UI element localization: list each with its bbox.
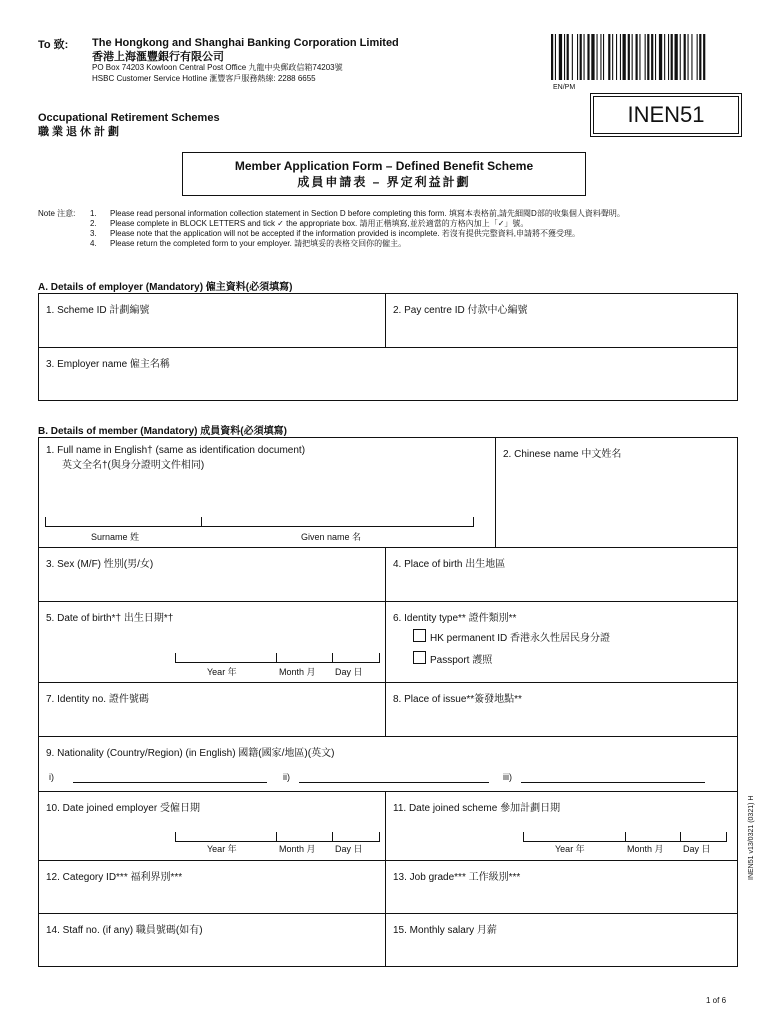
full-name-english-label-zh: 英文全名†(與身分證明文件相同) xyxy=(62,460,205,471)
djs-tick xyxy=(625,832,626,842)
day-label: Day 日 xyxy=(335,667,363,677)
notes-label: Note 注意: xyxy=(38,209,76,218)
dje-tick xyxy=(175,832,176,842)
hotline-line: HSBC Customer Service Hotline 滙豐客戶服務熱線: 2288 6655 xyxy=(92,74,316,83)
form-code-box: INEN51 xyxy=(593,96,739,134)
bank-name-en: The Hongkong and Shanghai Banking Corporation Limited xyxy=(92,37,399,49)
dje-tick xyxy=(332,832,333,842)
bank-name xyxy=(92,36,399,64)
identity-no-field[interactable] xyxy=(39,683,386,737)
identity-no-label: 7. Identity no. 證件號碼 xyxy=(46,694,149,705)
page-number: 1 of 6 xyxy=(706,996,727,1005)
place-of-birth-field[interactable] xyxy=(386,548,738,602)
djs-tick xyxy=(726,832,727,842)
place-of-birth-label: 4. Place of birth 出生地區 xyxy=(393,559,506,570)
djs-tick xyxy=(523,832,524,842)
scheme-id-label: 1. Scheme ID 計劃編號 xyxy=(46,305,150,316)
chinese-name-label: 2. Chinese name 中文姓名 xyxy=(503,449,622,460)
name-tick xyxy=(201,517,202,527)
note-number: 3. xyxy=(90,229,97,238)
nationality-3-label: iii) xyxy=(503,772,512,782)
chinese-name-field[interactable] xyxy=(496,438,738,548)
section-a-title: A. Details of employer (Mandatory) 僱主資料(必須填寫) xyxy=(38,282,293,293)
date-of-birth-label: 5. Date of birth*† 出生日期*† xyxy=(46,613,174,624)
dob-tick xyxy=(175,653,176,663)
dob-tick xyxy=(276,653,277,663)
nationality-2-label: ii) xyxy=(283,772,290,782)
year-label: Year 年 xyxy=(555,844,585,854)
nationality-label: 9. Nationality (Country/Region) (in English) 國籍(國家/地區)(英文) xyxy=(46,748,335,759)
bank-address xyxy=(92,62,343,84)
note-text: Please note that the application will not be accepted if the information provided is incomplete. 若沒有提供完整資料,申請將不獲受理。 xyxy=(110,229,580,238)
nationality-2-input[interactable] xyxy=(299,782,489,783)
scheme-heading-en: Occupational Retirement Schemes xyxy=(38,112,220,124)
month-label: Month 月 xyxy=(279,667,316,677)
note-number: 2. xyxy=(90,219,97,228)
month-label: Month 月 xyxy=(627,844,664,854)
note-number: 4. xyxy=(90,239,97,248)
dje-tick xyxy=(379,832,380,842)
category-id-label: 12. Category ID*** 福利界別*** xyxy=(46,872,183,883)
year-label: Year 年 xyxy=(207,844,237,854)
employer-name-label: 3. Employer name 僱主名稱 xyxy=(46,359,170,370)
pay-centre-id-label: 2. Pay centre ID 付款中心編號 xyxy=(393,305,528,316)
section-b-grid xyxy=(38,437,738,967)
scheme-heading xyxy=(38,111,220,139)
nationality-1-input[interactable] xyxy=(73,782,267,783)
section-b-title: B. Details of member (Mandatory) 成員資料(必須填寫) xyxy=(38,426,287,437)
dob-tick xyxy=(379,653,380,663)
category-id-field[interactable] xyxy=(39,861,386,914)
name-tick xyxy=(473,517,474,527)
staff-no-label: 14. Staff no. (if any) 職員號碼(如有) xyxy=(46,925,203,936)
section-a-grid xyxy=(38,293,738,401)
employer-name-field[interactable] xyxy=(39,348,738,401)
name-underline xyxy=(45,526,473,527)
note-text: Please return the completed form to your employer. 請把填妥的表格交回你的僱主。 xyxy=(110,239,407,248)
passport-label: Passport 護照 xyxy=(430,655,493,666)
monthly-salary-field[interactable] xyxy=(386,914,738,967)
note-item xyxy=(90,219,738,229)
form-version: INEN51 v13/0321 (0321) H xyxy=(748,795,755,880)
form-title-zh: 成員申請表 – 界定利益計劃 xyxy=(297,175,471,189)
barcode-caption: EN/PM xyxy=(553,84,576,91)
dob-underline xyxy=(175,662,379,663)
dob-tick xyxy=(332,653,333,663)
place-of-issue-label: 8. Place of issue**簽發地點** xyxy=(393,694,522,705)
notes-block xyxy=(38,209,738,249)
pay-centre-id-field[interactable] xyxy=(386,294,738,348)
year-label: Year 年 xyxy=(207,667,237,677)
nationality-1-label: i) xyxy=(49,772,54,782)
to-label: To 致: xyxy=(38,39,69,51)
month-label: Month 月 xyxy=(279,844,316,854)
place-of-issue-field[interactable] xyxy=(386,683,738,737)
nationality-field xyxy=(39,737,738,792)
monthly-salary-label: 15. Monthly salary 月薪 xyxy=(393,925,497,936)
sex-field[interactable] xyxy=(39,548,386,602)
bank-name-zh: 香港上海滙豐銀行有限公司 xyxy=(92,51,224,63)
barcode-image xyxy=(551,34,741,80)
job-grade-label: 13. Job grade*** 工作級別*** xyxy=(393,872,521,883)
full-name-english-label: 1. Full name in English† (same as identification document) xyxy=(46,445,306,456)
date-joined-employer-label: 10. Date joined employer 受僱日期 xyxy=(46,803,200,814)
given-name-label: Given name 名 xyxy=(301,532,362,542)
identity-type-label: 6. Identity type** 證件類別** xyxy=(393,613,517,624)
note-number: 1. xyxy=(90,209,97,218)
hkid-label: HK permanent ID 香港永久性居民身分證 xyxy=(430,633,611,644)
form-title-en: Member Application Form – Defined Benefit Scheme xyxy=(234,159,534,173)
date-joined-scheme-label: 11. Date joined scheme 參加計劃日期 xyxy=(393,803,561,814)
hkid-checkbox[interactable] xyxy=(413,629,426,642)
day-label: Day 日 xyxy=(335,844,363,854)
form-title xyxy=(182,152,586,196)
nationality-3-input[interactable] xyxy=(521,782,705,783)
note-item xyxy=(90,239,738,249)
address-line: PO Box 74203 Kowloon Central Post Office 九龍中央郵政信箱74203號 xyxy=(92,63,343,72)
djs-tick xyxy=(680,832,681,842)
name-tick xyxy=(45,517,46,527)
scheme-heading-zh: 職業退休計劃 xyxy=(38,126,122,138)
dje-tick xyxy=(276,832,277,842)
passport-checkbox[interactable] xyxy=(413,651,426,664)
day-label: Day 日 xyxy=(683,844,711,854)
job-grade-field[interactable] xyxy=(386,861,738,914)
staff-no-field[interactable] xyxy=(39,914,386,967)
note-item xyxy=(90,209,738,219)
surname-label: Surname 姓 xyxy=(91,532,140,542)
note-text: Please read personal information collection statement in Section D before completing this form. 填寫本表格前,請先細閱D部的收集個人資料聲明。 xyxy=(110,209,625,218)
scheme-id-field[interactable] xyxy=(39,294,386,348)
note-text: Please complete in BLOCK LETTERS and tick ✓ the appropriate box. 請用正楷填寫,並於適當的方格內加上「✓」號。 xyxy=(110,219,529,228)
sex-label: 3. Sex (M/F) 性別(男/女) xyxy=(46,559,154,570)
note-item xyxy=(90,229,738,239)
